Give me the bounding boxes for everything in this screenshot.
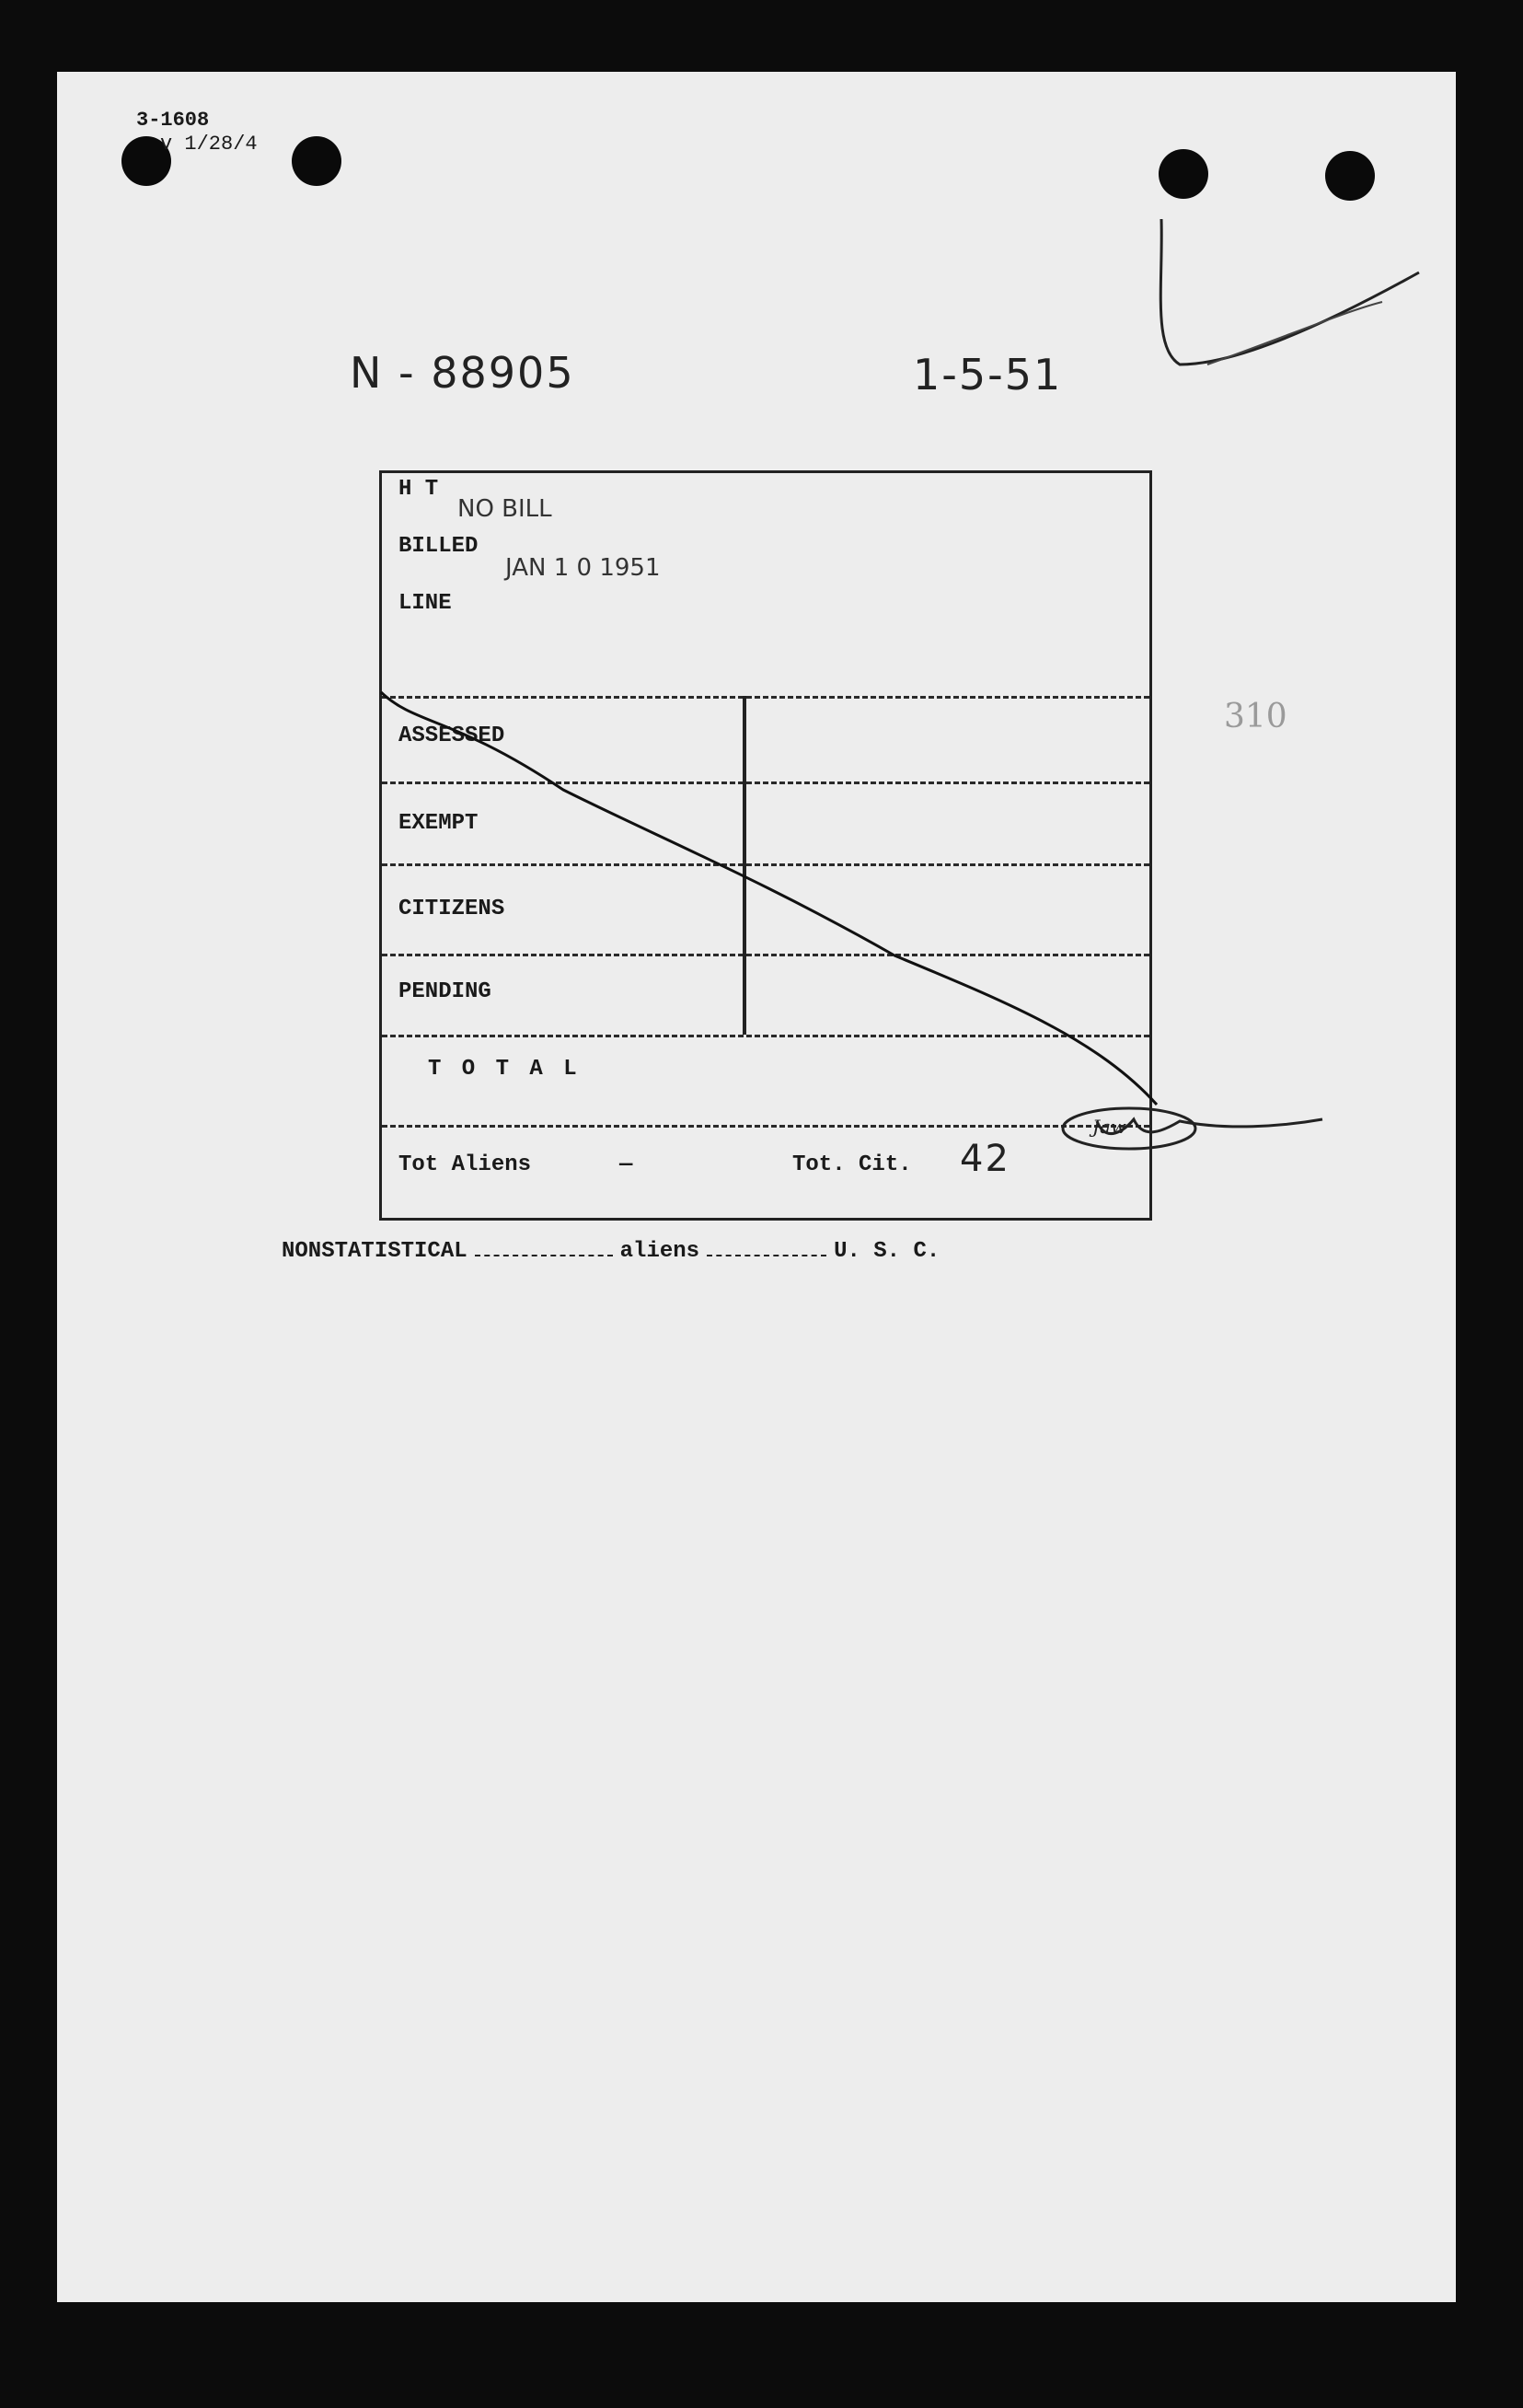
folio-number: 310 [1224, 698, 1287, 735]
punch-hole-center [292, 136, 341, 186]
billed-label: BILLED [398, 534, 479, 559]
punch-hole-right-1 [1159, 149, 1208, 199]
aliens-label: aliens [619, 1239, 700, 1264]
form-revision: v 1/28/4 [160, 133, 258, 156]
initials-text: Jaw [1092, 1116, 1127, 1138]
citizens-label: CITIZENS [398, 897, 505, 921]
total-label: T O T A L [428, 1057, 581, 1082]
cancellation-line [379, 689, 1189, 1130]
punch-hole-right-2 [1325, 151, 1375, 201]
ht-label: H T [398, 477, 439, 502]
corner-check-mark [1143, 210, 1456, 403]
line-label: LINE [398, 591, 452, 616]
nonstatistical-line [282, 1239, 940, 1264]
pending-label: PENDING [398, 979, 491, 1004]
file-number: N - 88905 [350, 348, 575, 398]
nonstatistical-blank [475, 1255, 613, 1256]
usc-label: U. S. C. [834, 1239, 940, 1264]
billed-date-stamp: JAN 1 0 1951 [505, 554, 661, 582]
tot-cit-label: Tot. Cit. [792, 1152, 912, 1177]
tot-aliens-value: — [619, 1152, 633, 1177]
nonstatistical-label: NONSTATISTICAL [282, 1239, 467, 1264]
aliens-blank [707, 1255, 826, 1256]
document-page [57, 72, 1456, 2302]
exempt-label: EXEMPT [398, 811, 479, 836]
tot-aliens-label: Tot Aliens [398, 1152, 532, 1177]
no-bill-stamp: NO BILL [457, 495, 552, 523]
initials-signature [1042, 1094, 1336, 1176]
tot-cit-value: 42 [960, 1138, 1010, 1180]
form-date: 1-5-51 [913, 350, 1063, 399]
assessed-label: ASSESSED [398, 724, 505, 748]
form-number: 3-1608 [136, 109, 210, 132]
